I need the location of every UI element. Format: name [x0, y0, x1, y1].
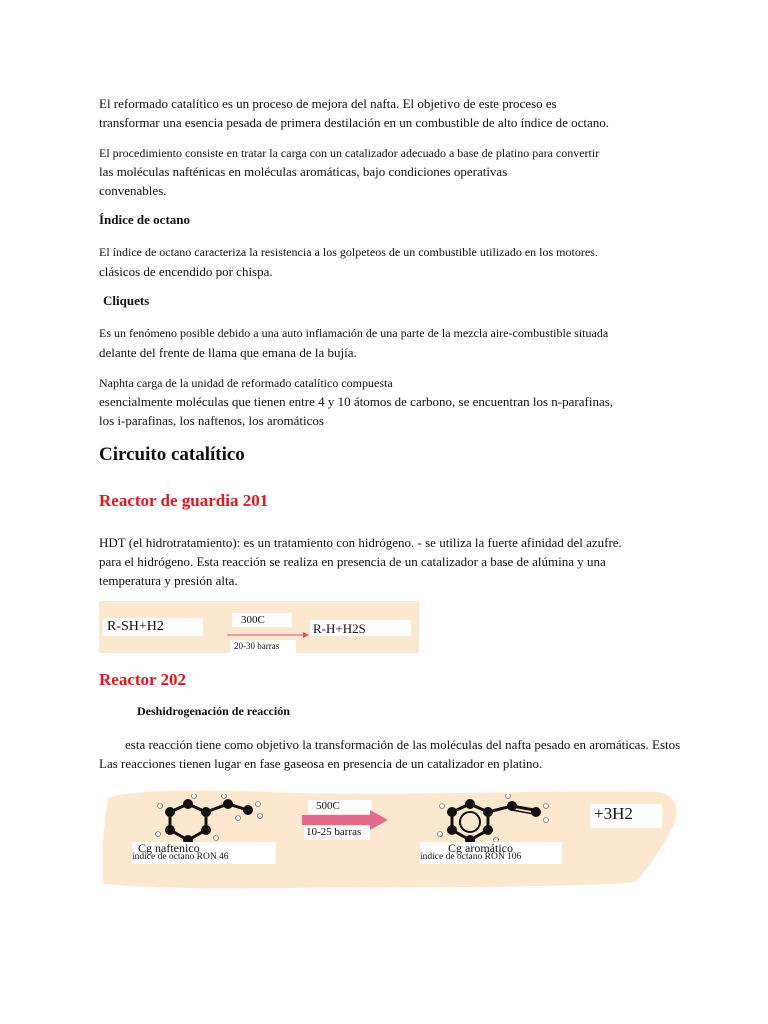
naphthenic-octane-label: indice de octano RON 46: [132, 852, 229, 862]
octane-line-1: El índice de octano caracteriza la resistencia a los golpeteos de un combustible utilizado en los motores.: [99, 245, 598, 259]
dehydro-temperature: 500C: [316, 800, 340, 812]
dehydrogenation-figure: [98, 784, 682, 890]
reaction-arrow-icon: [227, 631, 309, 639]
hdt-products: R-H+H2S: [313, 621, 366, 636]
reactor-202-line-1: esta reacción tiene como objetivo la transformación de las moléculas del nafta pesado en aromáticas. Estos: [125, 737, 681, 752]
cliquets-line-1: Es un fenómeno posible debido a una auto inflamación de una parte de la mezcla aire-combustible situada: [99, 326, 609, 340]
intro-paragraph-line-2: transformar una esencia pesada de primera destilación en un combustible de alto índice de octano.: [99, 115, 610, 130]
hdt-pressure: 20-30 barras: [234, 641, 280, 651]
reactor-201-line-1: HDT (el hidrotratamiento): es un tratamiento con hidrógeno. - se utiliza la fuerte afinidad del azufre.: [99, 535, 622, 550]
dehydrogenation-heading: Deshidrogenación de reacción: [137, 704, 290, 718]
octane-heading: Índice de octano: [99, 212, 190, 227]
octane-line-2: clásicos de encendido por chispa.: [99, 264, 273, 279]
naphtha-line-3: los i-parafinas, los naftenos, los aromáticos: [99, 413, 324, 428]
dehydro-pressure: 10-25 barras: [306, 826, 362, 838]
reactor-202-title: Reactor 202: [99, 670, 187, 689]
intro-paragraph-line-1: El reformado catalítico es un proceso de mejora del nafta. El objetivo de este proceso es: [99, 96, 557, 111]
procedure-line-2: las moléculas nafténicas en moléculas aromáticas, bajo condiciones operativas: [99, 164, 508, 179]
naphtha-line-2: esencialmente moléculas que tienen entre 4 y 10 átomos de carbono, se encuentran los n-parafinas,: [99, 394, 614, 409]
naphthenic-label: Cg naftenico: [138, 841, 200, 855]
reactor-201-title: Reactor de guardia 201: [99, 491, 269, 510]
cliquets-line-2: delante del frente de llama que emana de la bujía.: [99, 345, 357, 360]
procedure-line-3: convenables.: [99, 183, 167, 198]
circuit-title: Circuito catalítico: [99, 444, 245, 465]
procedure-line-1: El procedimiento consiste en tratar la carga con un catalizador adecuado a base de platino para convertir: [99, 146, 600, 160]
aromatic-octane-label: indice de octano RON 106: [420, 852, 522, 862]
hdt-equation-figure: [99, 601, 419, 653]
hdt-reactants: R-SH+H2: [107, 619, 164, 634]
aromatic-label: Cg aromático: [448, 841, 513, 855]
cliquets-heading: Cliquets: [103, 293, 150, 308]
reactor-201-line-3: temperatura y presión alta.: [99, 573, 238, 588]
reactor-201-line-2: para el hidrógeno. Esta reacción se realiza en presencia de un catalizador a base de alúmina y una: [99, 554, 606, 569]
reactor-202-line-2: Las reacciones tienen lugar en fase gaseosa en presencia de un catalizador en platino.: [99, 756, 543, 771]
naphtha-line-1: Naphta carga de la unidad de reformado catalítico compuesta: [99, 376, 393, 390]
hdt-temperature: 300C: [241, 614, 265, 626]
hydrogen-byproduct: +3H2: [594, 804, 633, 823]
